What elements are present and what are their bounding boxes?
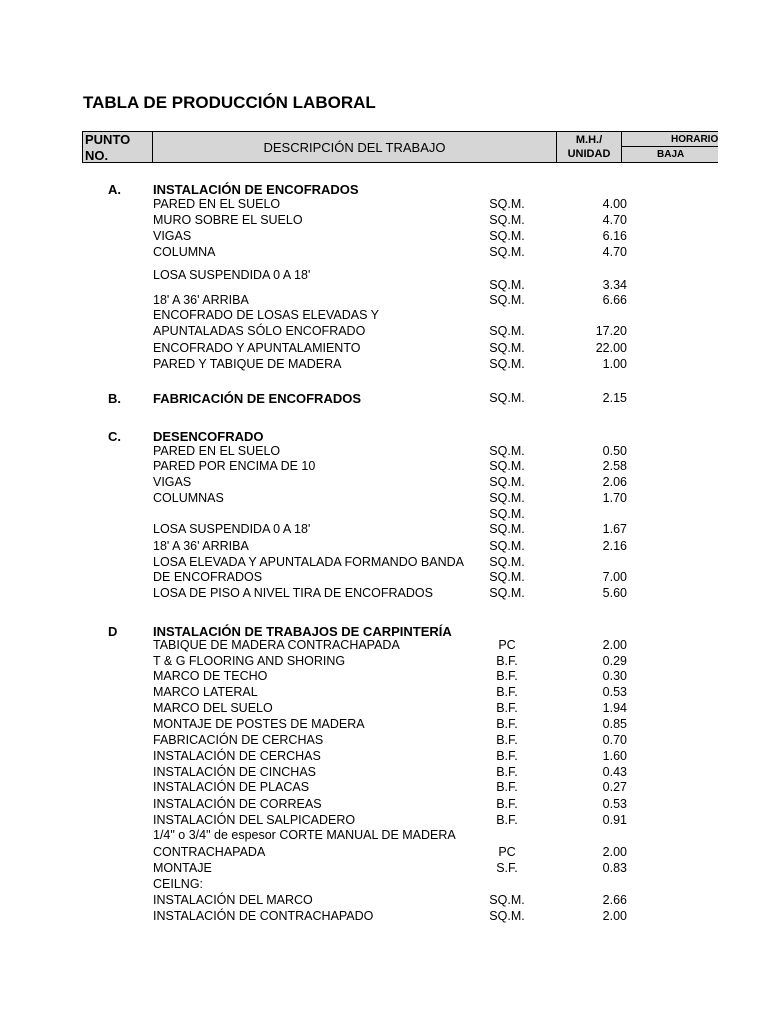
row-description: INSTALACIÓN DE CINCHAS xyxy=(153,765,316,779)
row-description: MARCO LATERAL xyxy=(153,685,258,699)
row-value: 0.29 xyxy=(602,654,627,668)
row-value: 1.60 xyxy=(602,749,627,763)
row-value: 0.70 xyxy=(602,733,627,747)
table-row xyxy=(0,555,768,571)
row-unit: B.F. xyxy=(496,733,518,747)
page-title: TABLA DE PRODUCCIÓN LABORAL xyxy=(83,93,376,112)
row-unit: SQ.M. xyxy=(489,324,525,338)
row-description: LOSA SUSPENDIDA 0 A 18' xyxy=(153,268,311,282)
table-row xyxy=(0,845,768,861)
table-row xyxy=(0,507,768,523)
row-unit: SQ.M. xyxy=(489,491,525,505)
row-description: T & G FLOORING AND SHORING xyxy=(153,654,346,668)
row-value: 2.00 xyxy=(602,638,627,652)
row-unit: B.F. xyxy=(496,669,518,683)
table-row xyxy=(0,780,768,796)
table-row xyxy=(0,475,768,491)
row-unit: SQ.M. xyxy=(489,357,525,371)
row-value: 2.58 xyxy=(602,459,627,473)
row-value: 1.67 xyxy=(602,522,627,536)
row-value: 2.66 xyxy=(602,893,627,907)
row-value: 1.70 xyxy=(602,491,627,505)
table-row xyxy=(0,701,768,717)
row-unit: B.F. xyxy=(496,701,518,715)
row-description: APUNTALADAS SÓLO ENCOFRADO xyxy=(153,324,366,338)
row-unit: B.F. xyxy=(496,813,518,827)
row-unit: SQ.M. xyxy=(489,539,525,553)
table-row xyxy=(0,893,768,909)
row-value: 17.20 xyxy=(595,324,627,338)
row-value: 0.83 xyxy=(602,861,627,875)
row-description: INSTALACIÓN DEL SALPICADERO xyxy=(153,813,356,827)
section-row xyxy=(0,429,768,445)
row-value: 7.00 xyxy=(602,570,627,584)
row-value: 4.70 xyxy=(602,213,627,227)
row-unit: B.F. xyxy=(496,749,518,763)
row-value: 22.00 xyxy=(595,341,627,355)
row-value: 3.34 xyxy=(602,278,627,292)
header-descripcion: DESCRIPCIÓN DEL TRABAJO xyxy=(152,131,557,163)
row-description: MARCO DEL SUELO xyxy=(153,701,273,715)
row-description: INSTALACIÓN DE TRABAJOS DE CARPINTERÍA xyxy=(153,624,452,639)
table-row xyxy=(0,213,768,229)
table-row xyxy=(0,539,768,555)
row-description: CONTRACHAPADA xyxy=(153,845,266,859)
table-row xyxy=(0,877,768,893)
row-value: 6.16 xyxy=(602,229,627,243)
table-row xyxy=(0,459,768,475)
row-value: 0.85 xyxy=(602,717,627,731)
row-unit: B.F. xyxy=(496,797,518,811)
row-value: 1.94 xyxy=(602,701,627,715)
table-header xyxy=(82,131,718,163)
row-unit: PC xyxy=(498,845,516,859)
row-unit: SQ.M. xyxy=(489,278,525,292)
row-description: FABRICACIÓN DE ENCOFRADOS xyxy=(153,391,362,406)
row-unit: SQ.M. xyxy=(489,229,525,243)
row-value: 2.15 xyxy=(602,391,627,405)
row-value: 2.06 xyxy=(602,475,627,489)
table-row xyxy=(0,308,768,324)
row-unit: SQ.M. xyxy=(489,570,525,584)
row-description: INSTALACIÓN DE ENCOFRADOS xyxy=(153,182,359,197)
table-row xyxy=(0,717,768,733)
table-row xyxy=(0,669,768,685)
table-row xyxy=(0,324,768,340)
row-description: DE ENCOFRADOS xyxy=(153,570,263,584)
table-row xyxy=(0,828,768,844)
row-description: INSTALACIÓN DE CERCHAS xyxy=(153,749,321,763)
row-value: 5.60 xyxy=(602,586,627,600)
row-unit: SQ.M. xyxy=(489,341,525,355)
row-value: 0.53 xyxy=(602,685,627,699)
row-value: 1.00 xyxy=(602,357,627,371)
row-punto: D xyxy=(108,624,118,639)
row-unit: SQ.M. xyxy=(489,909,525,923)
row-value: 2.00 xyxy=(602,845,627,859)
row-unit: B.F. xyxy=(496,654,518,668)
row-description: VIGAS xyxy=(153,229,192,243)
table-row xyxy=(0,245,768,261)
table-row xyxy=(0,570,768,586)
row-description: COLUMNA xyxy=(153,245,216,259)
row-unit: PC xyxy=(498,638,516,652)
row-description: FABRICACIÓN DE CERCHAS xyxy=(153,733,324,747)
table-row xyxy=(0,909,768,925)
table-row xyxy=(0,586,768,602)
row-value: 2.00 xyxy=(602,909,627,923)
row-value: 2.16 xyxy=(602,539,627,553)
row-punto: B. xyxy=(108,391,121,406)
row-description: CEILNG: xyxy=(153,877,204,891)
row-description: INSTALACIÓN DEL MARCO xyxy=(153,893,313,907)
table-row xyxy=(0,444,768,460)
table-row xyxy=(0,861,768,877)
table-row xyxy=(0,685,768,701)
row-unit: SQ.M. xyxy=(489,459,525,473)
row-unit: SQ.M. xyxy=(489,293,525,307)
row-description: MONTAJE xyxy=(153,861,212,875)
row-description: LOSA ELEVADA Y APUNTALADA FORMANDO BANDA xyxy=(153,555,464,569)
header-mh-unidad: M.H./ UNIDAD xyxy=(556,131,622,163)
table-row xyxy=(0,765,768,781)
table-row xyxy=(0,733,768,749)
row-description: ENCOFRADO DE LOSAS ELEVADAS Y xyxy=(153,308,379,322)
row-description: INSTALACIÓN DE CORREAS xyxy=(153,797,322,811)
table-row xyxy=(0,229,768,245)
section-row xyxy=(0,182,768,198)
row-unit: SQ.M. xyxy=(489,586,525,600)
table-row xyxy=(0,293,768,309)
section-row xyxy=(0,391,768,407)
row-description: DESENCOFRADO xyxy=(153,429,264,444)
row-unit: SQ.M. xyxy=(489,213,525,227)
header-horario: HORARIO xyxy=(671,134,718,145)
header-horario-group xyxy=(621,131,718,163)
row-value: 4.00 xyxy=(602,197,627,211)
row-unit: S.F. xyxy=(496,861,518,875)
table-row xyxy=(0,654,768,670)
row-value: 0.53 xyxy=(602,797,627,811)
row-value: 0.27 xyxy=(602,780,627,794)
row-description: 18' A 36' ARRIBA xyxy=(153,293,249,307)
row-unit: SQ.M. xyxy=(489,507,525,521)
row-unit: B.F. xyxy=(496,765,518,779)
row-unit: SQ.M. xyxy=(489,475,525,489)
header-baja: BAJA xyxy=(657,149,685,160)
row-description: 1/4" o 3/4" de espesor CORTE MANUAL DE MADERA xyxy=(153,828,456,842)
row-description: LOSA DE PISO A NIVEL TIRA DE ENCOFRADOS xyxy=(153,586,433,600)
table-row xyxy=(0,797,768,813)
row-punto: C. xyxy=(108,429,121,444)
row-description: INSTALACIÓN DE PLACAS xyxy=(153,780,310,794)
row-value: 0.50 xyxy=(602,444,627,458)
row-description: PARED EN EL SUELO xyxy=(153,444,281,458)
row-unit: SQ.M. xyxy=(489,444,525,458)
row-unit: SQ.M. xyxy=(489,197,525,211)
row-description: PARED EN EL SUELO xyxy=(153,197,281,211)
table-row xyxy=(0,813,768,829)
row-unit: SQ.M. xyxy=(489,893,525,907)
row-description: MURO SOBRE EL SUELO xyxy=(153,213,303,227)
row-value: 0.43 xyxy=(602,765,627,779)
row-description: VIGAS xyxy=(153,475,192,489)
row-punto: A. xyxy=(108,182,121,197)
table-row xyxy=(0,638,768,654)
table-row xyxy=(0,278,768,294)
header-punto: PUNTO NO. xyxy=(82,131,153,163)
row-unit: B.F. xyxy=(496,685,518,699)
table-row xyxy=(0,749,768,765)
row-unit: B.F. xyxy=(496,780,518,794)
row-description: MARCO DE TECHO xyxy=(153,669,268,683)
row-unit: SQ.M. xyxy=(489,245,525,259)
row-value: 6.66 xyxy=(602,293,627,307)
row-description: COLUMNAS xyxy=(153,491,224,505)
table-row xyxy=(0,197,768,213)
row-description: ENCOFRADO Y APUNTALAMIENTO xyxy=(153,341,361,355)
row-unit: SQ.M. xyxy=(489,555,525,569)
table-row xyxy=(0,522,768,538)
row-unit: B.F. xyxy=(496,717,518,731)
table-row xyxy=(0,341,768,357)
row-unit: SQ.M. xyxy=(489,391,525,405)
row-value: 0.30 xyxy=(602,669,627,683)
row-description: PARED POR ENCIMA DE 10 xyxy=(153,459,316,473)
table-row xyxy=(0,491,768,507)
row-description: PARED Y TABIQUE DE MADERA xyxy=(153,357,342,371)
row-value: 4.70 xyxy=(602,245,627,259)
row-description: TABIQUE DE MADERA CONTRACHAPADA xyxy=(153,638,400,652)
row-description: 18' A 36' ARRIBA xyxy=(153,539,249,553)
row-description: MONTAJE DE POSTES DE MADERA xyxy=(153,717,365,731)
row-description: INSTALACIÓN DE CONTRACHAPADO xyxy=(153,909,374,923)
row-description: LOSA SUSPENDIDA 0 A 18' xyxy=(153,522,311,536)
row-value: 0.91 xyxy=(602,813,627,827)
table-row xyxy=(0,357,768,373)
row-unit: SQ.M. xyxy=(489,522,525,536)
